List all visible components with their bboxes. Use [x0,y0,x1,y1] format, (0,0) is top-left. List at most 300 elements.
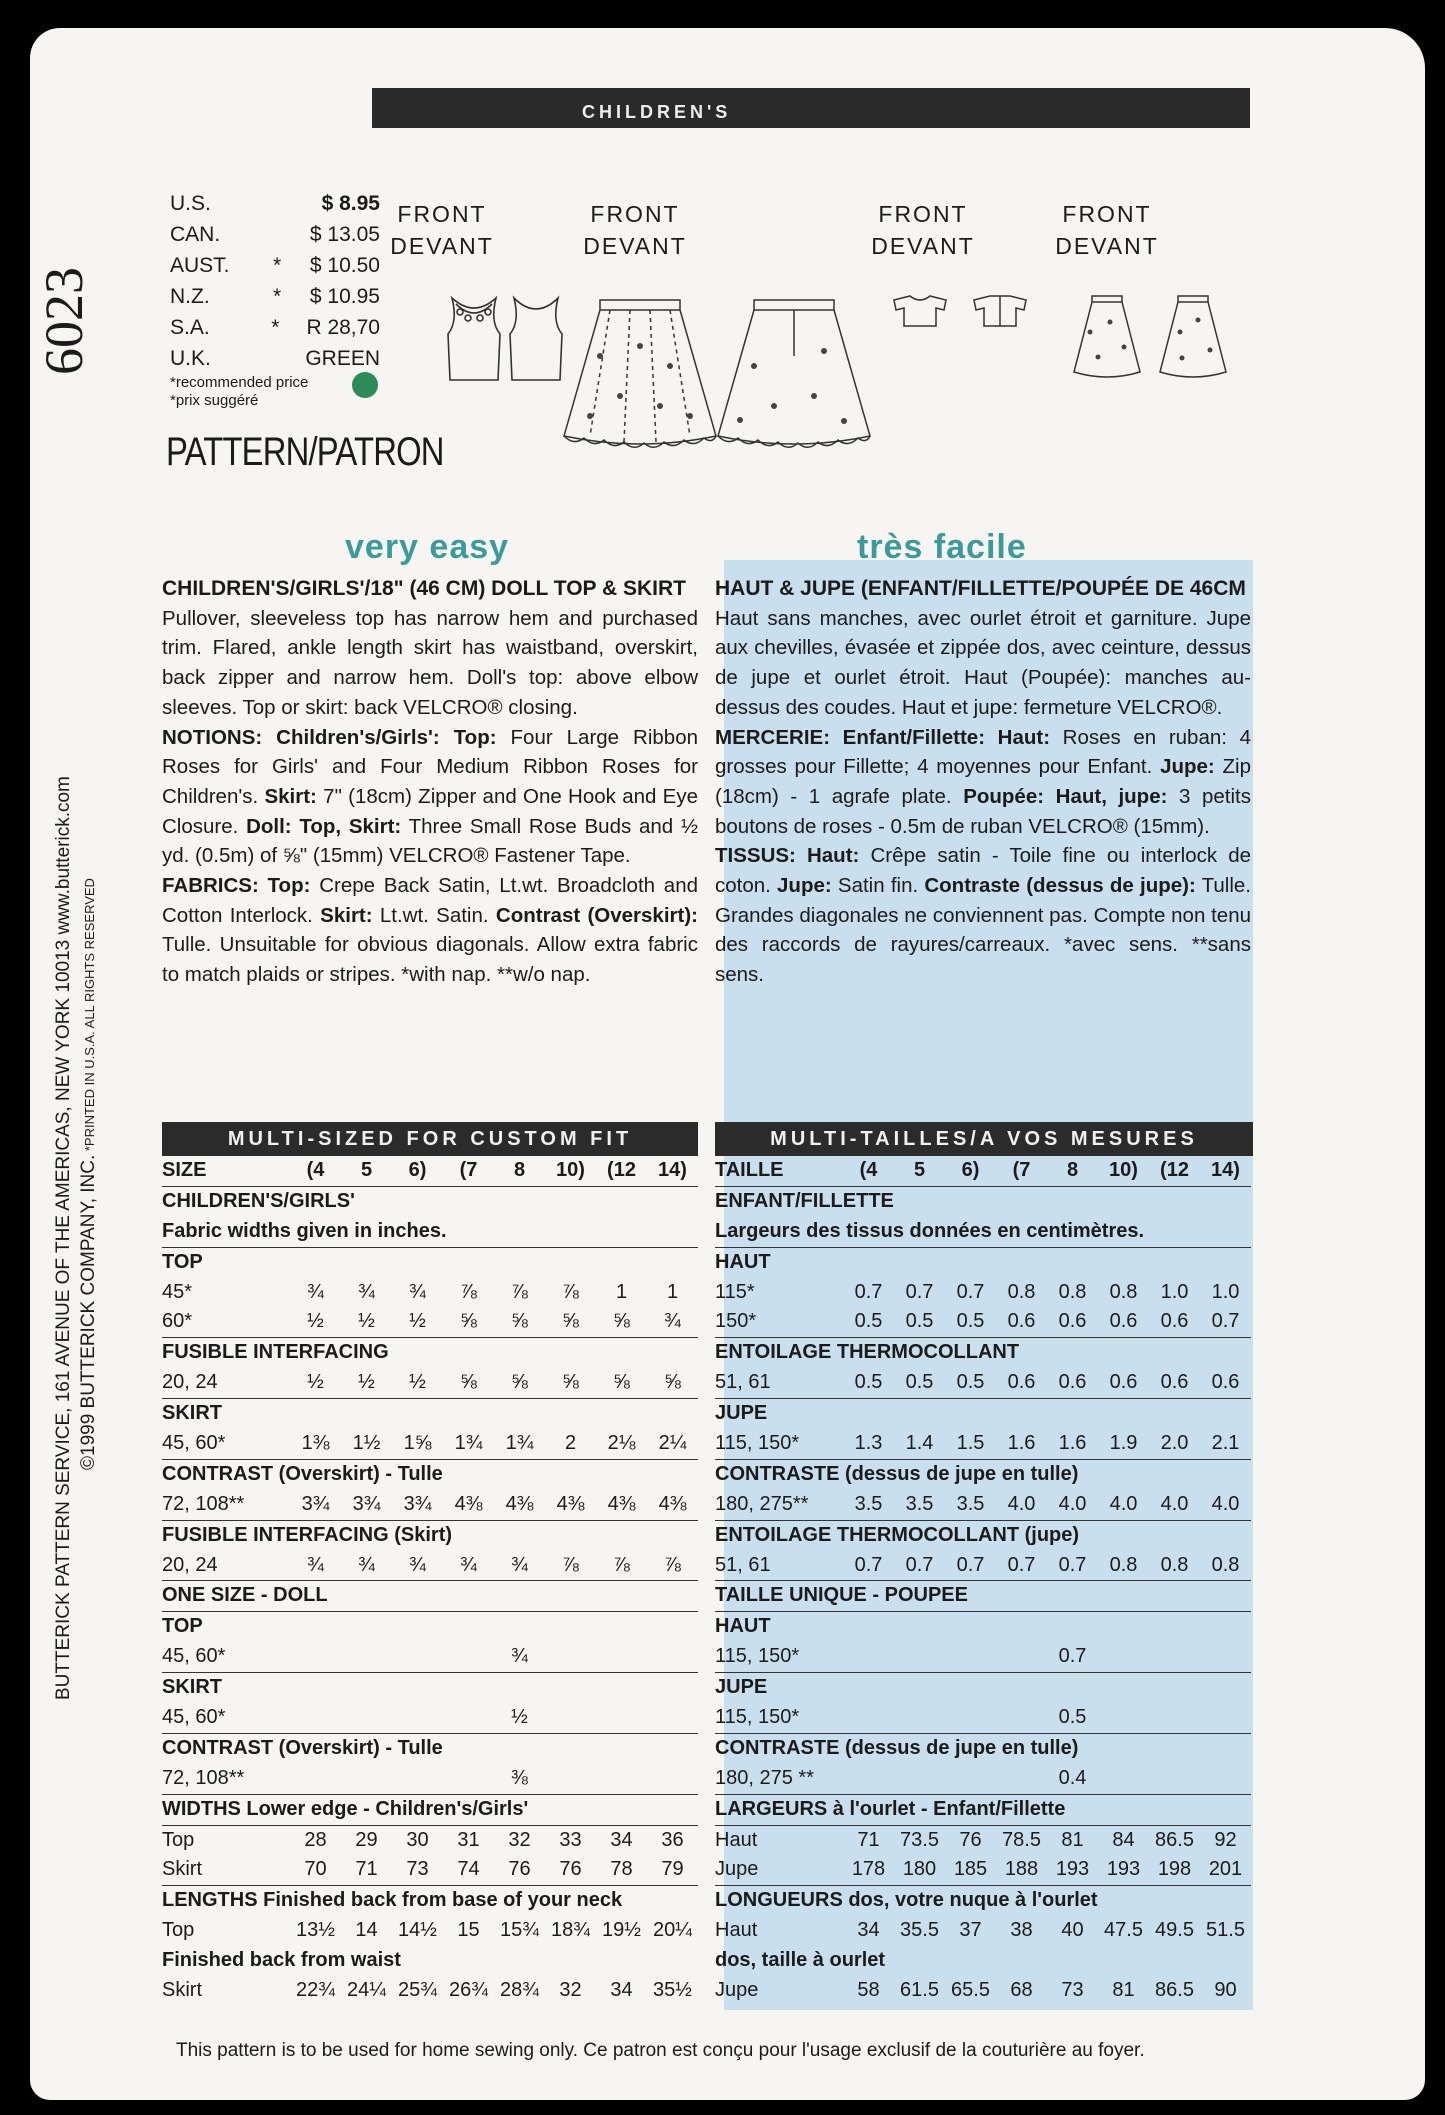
table-cell [945,1642,996,1672]
row-label: Largeurs des tissus données en centimètres. [715,1219,1145,1242]
table-cell: 70 [304,1858,327,1881]
table-cell: 86.5 [1155,1828,1194,1851]
table-cell: 4⅜ [556,1492,585,1515]
table-row [162,1187,698,1217]
spine-publisher-text [50,640,110,1700]
row-label: 51, 61 [715,1371,771,1394]
price-mark [271,343,285,374]
row-label: CONTRAST (Overskirt) - Tulle [162,1462,443,1485]
table-cell: 4.0 [1058,1492,1087,1515]
table-cell: 4.0 [1007,1492,1036,1515]
row-label: 115, 150* [715,1645,800,1668]
table-cell: 1⅜ [301,1432,330,1455]
table-cell: ¾ [511,1645,528,1668]
table-cell: 58 [857,1979,880,2002]
table-row [715,1946,1251,1976]
view-label: FRONT DEVANT [583,201,687,259]
french-description [715,574,1251,990]
price-row [170,188,380,219]
table-cell [443,1703,494,1733]
table-cell: 0.7 [854,1553,883,1576]
row-label: 45, 60* [162,1706,226,1729]
table-cell [647,1642,698,1672]
table-cell: 0.7 [1211,1310,1240,1333]
row-label: 115, 150* [715,1432,800,1455]
row-label: LARGEURS à l'ourlet - Enfant/Fillette [715,1797,1066,1820]
doll-skirt-sketches [1070,292,1230,382]
table-row [162,1399,698,1429]
row-label: FUSIBLE INTERFACING [162,1341,389,1364]
table-cell: 34 [610,1828,633,1851]
table-cell: ⅝ [460,1310,477,1333]
french-yardage-table [715,1156,1251,2006]
table-cell: (4 [306,1159,325,1181]
table-cell: 0.6 [1109,1371,1138,1394]
table-row [715,1703,1251,1734]
row-label: HAUT [715,1615,771,1638]
price-mark [273,219,287,250]
table-cell: 81 [1061,1828,1084,1851]
table-cell: ⅝ [613,1371,630,1394]
row-label: Finished back from waist [162,1949,401,1972]
table-cell: 0.5 [905,1371,934,1394]
table-row [715,1490,1251,1521]
table-cell: ⅝ [511,1371,528,1394]
table-cell: 65.5 [951,1979,990,2002]
table-cell: (7 [1012,1159,1031,1181]
table-row [162,1338,698,1368]
table-cell [945,1764,996,1794]
english-title: CHILDREN'S/GIRLS'/18" (46 CM) DOLL TOP & SKIRT [162,577,687,600]
table-cell [596,1764,647,1794]
table-cell: ⅞ [460,1280,477,1303]
row-label: 115* [715,1280,755,1303]
table-cell [1149,1642,1200,1672]
row-label: Jupe [715,1858,759,1881]
table-cell: 0.6 [1211,1371,1240,1394]
row-label: Haut [715,1828,758,1851]
table-cell: 0.8 [1211,1553,1240,1576]
table-cell: 4⅜ [505,1492,534,1515]
table-cell: 2.0 [1160,1432,1189,1455]
table-cell: 71 [857,1828,880,1851]
table-cell: 35½ [653,1979,692,2002]
table-cell: 2¼ [658,1432,687,1455]
difficulty-english: very easy [345,528,510,566]
table-row [715,1187,1251,1217]
table-cell: 25¾ [398,1979,437,2002]
table-row [162,1581,698,1612]
table-cell: 0.8 [1109,1553,1138,1576]
price-row [170,343,380,374]
price-note: *prix suggéré [170,392,259,409]
table-cell [996,1703,1047,1733]
table-cell: 92 [1214,1828,1237,1851]
table-cell: 3.5 [956,1492,985,1515]
table-row [162,1916,698,1946]
table-cell: 0.8 [1007,1280,1036,1303]
table-cell: 40 [1061,1919,1084,1942]
table-cell: ½ [409,1371,426,1394]
table-cell: 0.8 [1109,1280,1138,1303]
table-cell: 34 [610,1979,633,2002]
table-cell: ⅝ [562,1371,579,1394]
table-cell [596,1642,647,1672]
table-cell [647,1764,698,1794]
table-cell: 76 [508,1858,531,1881]
table-cell: 193 [1106,1858,1141,1881]
table-cell: 0.5 [956,1371,985,1394]
table-cell: 178 [851,1858,886,1881]
table-row [715,1368,1251,1399]
table-cell: 2 [564,1432,577,1455]
table-cell: (4 [859,1159,878,1181]
skirt-sketch-front [560,296,720,452]
table-cell: 1.0 [1211,1280,1240,1303]
table-cell: 0.5 [956,1310,985,1333]
table-cell: ¾ [409,1280,426,1303]
price-list [170,188,380,410]
table-row [162,1642,698,1673]
table-cell: ⅞ [613,1553,630,1576]
english-fabrics: FABRICS: Top: Crepe Back Satin, Lt.wt. Broadcloth and Cotton Interlock. Skirt: Lt.wt. Satin. Contrast (Overskirt): Tulle. Unsuitable for obvious diagonals. Allow extra fabric to match plaids or stripes. *with nap. **w/o nap. [162,874,698,987]
table-cell [1200,1703,1251,1733]
table-cell: 28 [304,1828,327,1851]
table-cell: 22¾ [296,1979,335,2002]
price-row [170,219,380,250]
table-row [715,1673,1251,1703]
table-cell: 51.5 [1206,1919,1245,1942]
row-label: ENTOILAGE THERMOCOLLANT (jupe) [715,1523,1080,1546]
table-row [715,1278,1251,1308]
table-cell: 1.6 [1007,1432,1036,1455]
row-label: WIDTHS Lower edge - Children's/Girls' [162,1797,529,1820]
row-label: Jupe [715,1979,759,2002]
row-label: dos, taille à ourlet [715,1949,886,1972]
row-label: Top [162,1828,195,1851]
price-mark: * [272,254,282,277]
table-cell: 1.0 [1160,1280,1189,1303]
table-cell: 0.5 [854,1371,883,1394]
table-cell [894,1764,945,1794]
row-label: ENFANT/FILLETTE [715,1189,894,1212]
table-cell [843,1642,894,1672]
table-cell: 35.5 [900,1919,939,1942]
table-cell: 4⅜ [607,1492,636,1515]
table-cell [341,1703,392,1733]
row-label: TOP [162,1615,203,1638]
table-row [715,1551,1251,1582]
price-country: S.A. [170,316,210,339]
table-cell: 4.0 [1160,1492,1189,1515]
view-label: FRONT DEVANT [1055,201,1159,259]
row-label: SKIRT [162,1676,222,1699]
price-value: $ 10.50 [309,254,380,277]
price-value: $ 13.05 [309,223,380,246]
table-cell: 31 [457,1828,480,1851]
table-cell: 4.0 [1109,1492,1138,1515]
table-cell: 28¾ [500,1979,539,2002]
row-label: Skirt [162,1858,202,1881]
table-row [162,1764,698,1795]
view-label: FRONT DEVANT [871,201,975,259]
price-country: AUST. [170,254,230,277]
table-cell: 73.5 [900,1828,939,1851]
price-country: U.K. [170,347,211,370]
table-cell: 47.5 [1104,1919,1143,1942]
table-cell: 73 [1061,1979,1084,2002]
table-cell: 20¼ [653,1919,692,1942]
table-cell: 0.7 [956,1280,985,1303]
table-cell: 32 [559,1979,582,2002]
price-country: N.Z. [170,285,210,308]
view-label: FRONT DEVANT [390,201,494,259]
table-cell: ⅞ [511,1280,528,1303]
table-cell [596,1703,647,1733]
table-row [715,1248,1251,1278]
table-cell: ½ [409,1310,426,1333]
table-cell [945,1703,996,1733]
table-cell: ½ [307,1371,324,1394]
doll-top-sketches [890,292,1030,332]
table-row [715,1916,1251,1946]
table-cell [843,1703,894,1733]
table-row [715,1581,1251,1612]
table-cell: 0.6 [1007,1371,1036,1394]
row-label: JUPE [715,1676,768,1699]
table-cell: ⅝ [562,1310,579,1333]
table-cell: 76 [959,1828,982,1851]
table-row [715,1217,1251,1248]
table-cell [341,1642,392,1672]
table-cell: (7 [459,1159,478,1181]
english-notions: NOTIONS: Children's/Girls': Top: Four Large Ribbon Roses for Girls' and Four Medium Ribbon Roses for Children's. Skirt: 7" (18cm) Zipper and One Hook and Eye Closure. Doll: Top, Skirt: Three Small Rose Buds and ½ yd. (0.5m) of ⅝" (15mm) VELCRO® Fastener Tape. [162,725,699,868]
row-label: 45, 60* [162,1645,226,1668]
table-cell: 29 [355,1828,378,1851]
table-row [162,1429,698,1460]
table-cell: 0.6 [1160,1310,1189,1333]
table-row [715,1734,1251,1764]
table-row [715,1460,1251,1490]
table-cell: 0.6 [1058,1371,1087,1394]
table-cell: 3.5 [905,1492,934,1515]
table-cell [392,1703,443,1733]
table-cell: 1¾ [505,1432,534,1455]
table-cell: ½ [307,1310,324,1333]
table-cell: 36 [661,1828,684,1851]
row-label: SKIRT [162,1402,222,1425]
table-cell: 193 [1055,1858,1090,1881]
english-description [162,574,698,990]
row-label: 150* [715,1310,757,1333]
table-cell: 3¾ [352,1492,381,1515]
table-cell: 34 [857,1919,880,1942]
table-cell: 0.7 [905,1280,934,1303]
table-cell: 68 [1010,1979,1033,2002]
table-cell: 1⅝ [403,1432,432,1455]
table-row [715,1429,1251,1460]
table-cell: 1 [615,1280,628,1303]
price-value: $ 8.95 [321,192,380,215]
table-cell: 5 [913,1159,926,1181]
table-cell: (12 [1160,1159,1189,1181]
table-cell: 19½ [602,1919,641,1942]
row-label: 60* [162,1310,193,1333]
table-row [162,1307,698,1338]
table-cell: 78 [610,1858,633,1881]
row-label: Fabric widths given in inches. [162,1219,447,1242]
table-cell: 185 [953,1858,988,1881]
table-cell: 188 [1004,1858,1039,1881]
table-cell [545,1764,596,1794]
table-cell: (12 [607,1159,636,1181]
table-cell: 0.4 [1058,1766,1087,1789]
row-label: LENGTHS Finished back from base of your neck [162,1889,623,1912]
table-cell: 198 [1157,1858,1192,1881]
row-label: SIZE [162,1159,207,1181]
table-row [715,1307,1251,1338]
table-cell: 0.7 [1058,1553,1087,1576]
table-row [162,1826,698,1856]
table-cell: 0.7 [1007,1553,1036,1576]
table-cell [392,1764,443,1794]
table-cell: 73 [406,1858,429,1881]
table-cell: 37 [959,1919,982,1942]
price-value: GREEN [305,347,380,370]
table-cell: 180 [902,1858,937,1881]
table-cell: ¾ [511,1553,528,1576]
table-cell: 76 [559,1858,582,1881]
table-cell: 49.5 [1155,1919,1194,1942]
table-cell [341,1764,392,1794]
table-cell: ½ [511,1706,528,1729]
table-cell: 14) [1211,1159,1240,1181]
table-cell: 0.5 [854,1310,883,1333]
table-cell: 78.5 [1002,1828,1041,1851]
table-cell [545,1642,596,1672]
table-cell: 1.9 [1109,1432,1138,1455]
table-cell: 0.5 [905,1310,934,1333]
french-desc: Haut sans manches, avec ourlet étroit et garniture. Jupe aux chevilles, évasée et zippée dos, avec ceinture, dessus de jupe et ourlet étroit. Haut (Poupée): manches au-dessus des coudes. Haut et jupe: fermeture VELCRO®. [715,606,1251,719]
table-row [715,1795,1251,1826]
table-cell: 84 [1112,1828,1135,1851]
table-cell: ¾ [409,1553,426,1576]
row-label: 180, 275 ** [715,1766,814,1789]
table-cell: 24¼ [347,1979,386,2002]
price-note: *recommended price [170,374,309,391]
table-cell: 2.1 [1211,1432,1240,1455]
publisher-address: BUTTERICK PATTERN SERVICE, 161 AVENUE OF THE AMERICAS, NEW YORK 10013 www.butterick.com [53,776,74,1700]
table-cell: 3¾ [403,1492,432,1515]
row-label: 180, 275** [715,1492,809,1515]
table-cell: 13½ [296,1919,335,1942]
table-cell: 0.7 [956,1553,985,1576]
table-cell: ½ [358,1371,375,1394]
table-cell: ⅞ [562,1280,579,1303]
table-cell: 14) [658,1159,687,1181]
table-cell [1098,1764,1149,1794]
top-band [372,88,1250,128]
table-cell: 26¾ [449,1979,488,2002]
table-cell: 10) [556,1159,585,1181]
table-row [162,1703,698,1734]
french-title: HAUT & JUPE (ENFANT/FILLETTE/POUPÉE DE 46CM [715,577,1246,600]
table-cell [1098,1703,1149,1733]
row-label: CONTRAST (Overskirt) - Tulle [162,1736,443,1759]
table-row [162,1551,698,1582]
table-cell: 38 [1010,1919,1033,1942]
table-cell: 4⅜ [454,1492,483,1515]
table-cell [843,1764,894,1794]
row-label: 72, 108** [162,1492,245,1515]
price-value: $ 10.95 [309,285,380,308]
table-cell: 14 [355,1919,378,1942]
row-label: TOP [162,1250,203,1273]
table-cell: 0.6 [1007,1310,1036,1333]
table-cell: 0.6 [1160,1371,1189,1394]
table-cell: 8 [513,1159,526,1181]
table-cell: ¾ [358,1280,375,1303]
table-cell [1200,1642,1251,1672]
table-row [162,1673,698,1703]
table-cell: 4.0 [1211,1492,1240,1515]
table-cell: 14½ [398,1919,437,1942]
table-cell: ⅞ [562,1553,579,1576]
table-cell: 1.5 [956,1432,985,1455]
table-row [715,1338,1251,1368]
table-cell: ⅝ [613,1310,630,1333]
price-country: U.S. [170,192,211,215]
row-label: 51, 61 [715,1553,771,1576]
table-cell: 0.8 [1058,1280,1087,1303]
table-cell [1098,1642,1149,1672]
table-row [162,1490,698,1521]
table-cell: 1¾ [454,1432,483,1455]
price-mark: * [271,316,280,339]
table-cell: 2⅛ [607,1432,636,1455]
table-cell: ¾ [460,1553,477,1576]
table-cell [290,1703,341,1733]
price-row [170,250,380,281]
table-row [162,1612,698,1642]
table-cell: ⅝ [460,1371,477,1394]
top-band-text: CHILDREN'S [582,102,732,122]
table-cell: 1 [666,1280,679,1303]
row-label: ENTOILAGE THERMOCOLLANT [715,1341,1020,1364]
row-label: HAUT [715,1250,771,1273]
table-row [715,1886,1251,1916]
table-cell: 0.8 [1160,1553,1189,1576]
table-cell: 61.5 [900,1979,939,2002]
table-cell: 0.6 [1058,1310,1087,1333]
table-row [162,1248,698,1278]
row-label: 45, 60* [162,1432,226,1455]
table-row [715,1521,1251,1551]
row-label: 115, 150* [715,1706,800,1729]
row-label: Skirt [162,1979,202,2002]
table-cell [1200,1764,1251,1794]
table-cell: ⅝ [664,1371,681,1394]
english-table-header-bar: MULTI-SIZED FOR CUSTOM FIT [162,1122,698,1156]
footer-disclaimer: This pattern is to be used for home sewing only. Ce patron est conçu pour l'usage exclusif de la couturière au foyer. [176,2040,1145,2061]
table-cell: 8 [1066,1159,1079,1181]
table-cell: ½ [358,1310,375,1333]
table-row [162,1946,698,1976]
table-cell [290,1642,341,1672]
table-cell: 1½ [352,1432,381,1455]
table-row [162,1217,698,1248]
row-label: CHILDREN'S/GIRLS' [162,1189,355,1212]
